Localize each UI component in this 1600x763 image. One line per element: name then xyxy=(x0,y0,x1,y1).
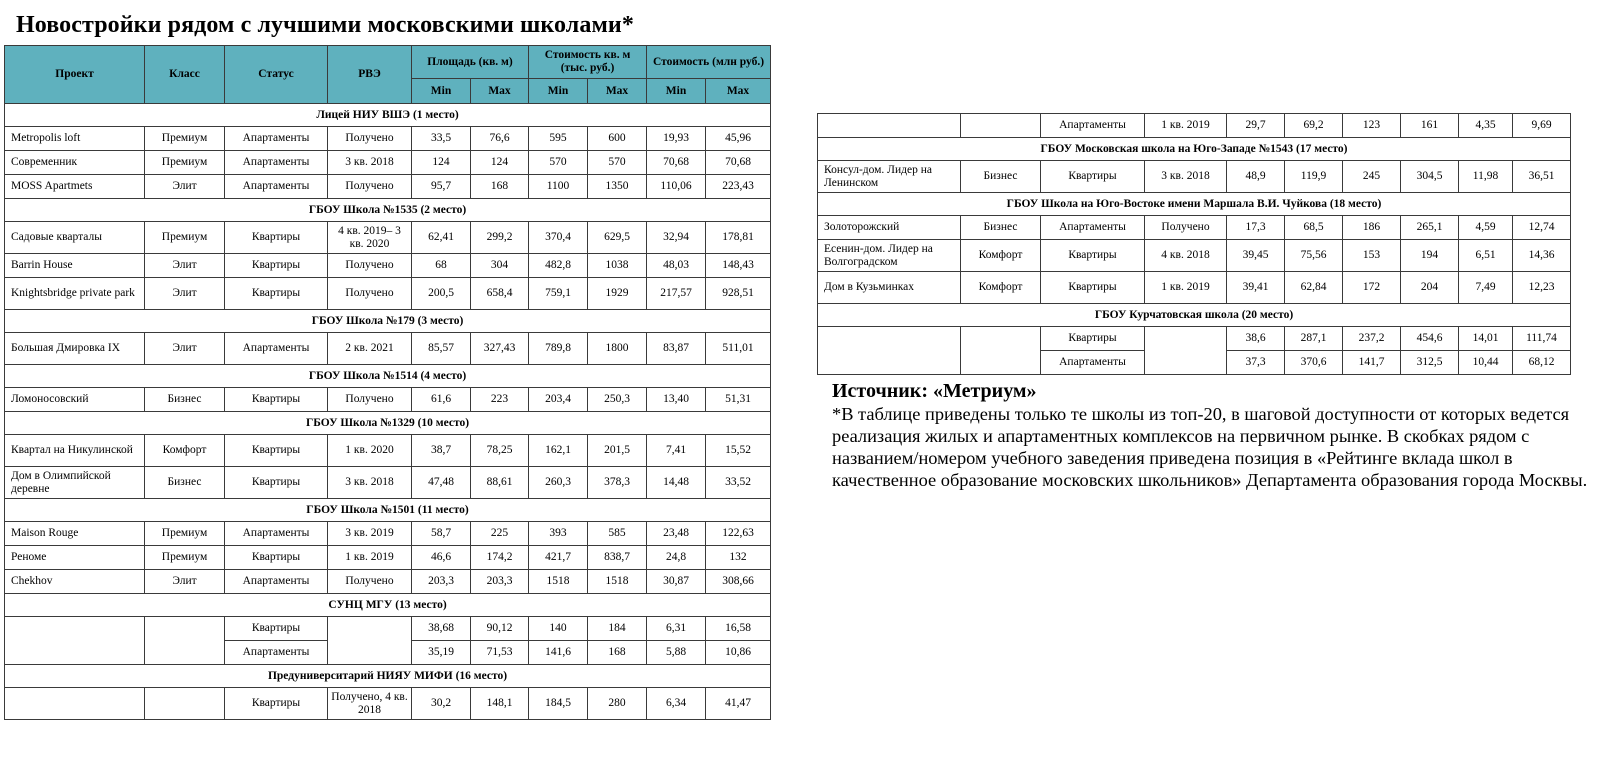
cell-area-max: 299,2 xyxy=(471,222,529,254)
cell-price-min: 19,93 xyxy=(647,127,706,151)
cell-area-min: 17,3 xyxy=(1227,216,1285,240)
cell-class: Комфорт xyxy=(145,435,225,467)
cell-class: Элит xyxy=(145,254,225,278)
cell-rve: Получено xyxy=(328,254,412,278)
cell-rve: 3 кв. 2018 xyxy=(1145,161,1227,193)
header-area: Площадь (кв. м) xyxy=(412,46,529,79)
section-title: ГБОУ Школа №179 (3 место) xyxy=(5,310,771,333)
section-row xyxy=(5,499,771,522)
cell-area-max: 174,2 xyxy=(471,546,529,570)
cell-rve xyxy=(1145,327,1227,375)
cell-rve: Получено xyxy=(328,570,412,594)
cell-rve: Получено xyxy=(328,175,412,199)
cell-class: Комфорт xyxy=(961,240,1041,272)
cell-area-min: 29,7 xyxy=(1227,114,1285,138)
cell-price-sqm-max: 201,5 xyxy=(588,435,647,467)
cell-rve: Получено xyxy=(328,388,412,412)
cell-price-min: 4,35 xyxy=(1459,114,1513,138)
cell-price-sqm-min: 245 xyxy=(1343,161,1401,193)
cell-area-min: 35,19 xyxy=(412,641,471,665)
cell-area-min: 38,7 xyxy=(412,435,471,467)
table-row xyxy=(818,240,1571,272)
cell-area-max: 658,4 xyxy=(471,278,529,310)
cell-area-min: 30,2 xyxy=(412,688,471,720)
cell-class: Бизнес xyxy=(145,467,225,499)
cell-price-sqm-max: 1350 xyxy=(588,175,647,199)
section-row xyxy=(5,412,771,435)
section-title: ГБОУ Школа №1501 (11 место) xyxy=(5,499,771,522)
cell-price-max: 9,69 xyxy=(1513,114,1571,138)
cell-area-max: 327,43 xyxy=(471,333,529,365)
cell-area-max: 69,2 xyxy=(1285,114,1343,138)
cell-price-sqm-max: 168 xyxy=(588,641,647,665)
cell-price-sqm-min: 141,7 xyxy=(1343,351,1401,375)
cell-price-max: 111,74 xyxy=(1513,327,1571,351)
cell-status: Апартаменты xyxy=(225,570,328,594)
cell-area-min: 203,3 xyxy=(412,570,471,594)
cell-area-min: 47,48 xyxy=(412,467,471,499)
cell-area-max: 62,84 xyxy=(1285,272,1343,304)
cell-price-sqm-max: 600 xyxy=(588,127,647,151)
page-title: Новостройки рядом с лучшими московскими школами* xyxy=(16,12,634,38)
table-row xyxy=(5,333,771,365)
cell-price-max: 12,23 xyxy=(1513,272,1571,304)
section-title: ГБОУ Школа №1514 (4 место) xyxy=(5,365,771,388)
cell-rve: 3 кв. 2018 xyxy=(328,467,412,499)
cell-area-max: 168 xyxy=(471,175,529,199)
cell-area-min: 33,5 xyxy=(412,127,471,151)
cell-area-min: 95,7 xyxy=(412,175,471,199)
cell-status: Квартиры xyxy=(1041,240,1145,272)
cell-price-min: 13,40 xyxy=(647,388,706,412)
cell-rve: 3 кв. 2018 xyxy=(328,151,412,175)
cell-area-min: 85,57 xyxy=(412,333,471,365)
cell-price-sqm-max: 1929 xyxy=(588,278,647,310)
cell-status: Апартаменты xyxy=(225,175,328,199)
cell-area-max: 68,5 xyxy=(1285,216,1343,240)
cell-status: Квартиры xyxy=(225,546,328,570)
cell-price-sqm-min: 186 xyxy=(1343,216,1401,240)
table-row xyxy=(5,546,771,570)
cell-price-min: 10,44 xyxy=(1459,351,1513,375)
section-row xyxy=(818,304,1571,327)
cell-price-max: 36,51 xyxy=(1513,161,1571,193)
cell-price-max: 15,52 xyxy=(706,435,771,467)
cell-price-sqm-min: 1518 xyxy=(529,570,588,594)
cell-rve: 3 кв. 2019 xyxy=(328,522,412,546)
section-row xyxy=(5,104,771,127)
cell-price-sqm-max: 838,7 xyxy=(588,546,647,570)
cell-price-sqm-min: 393 xyxy=(529,522,588,546)
cell-project: Barrin House xyxy=(5,254,145,278)
cell-area-max: 203,3 xyxy=(471,570,529,594)
cell-rve: Получено xyxy=(328,278,412,310)
cell-price-min: 14,01 xyxy=(1459,327,1513,351)
cell-price-min: 30,87 xyxy=(647,570,706,594)
cell-price-sqm-min: 482,8 xyxy=(529,254,588,278)
cell-price-min: 11,98 xyxy=(1459,161,1513,193)
cell-area-min: 48,9 xyxy=(1227,161,1285,193)
cell-area-min: 39,45 xyxy=(1227,240,1285,272)
cell-status: Апартаменты xyxy=(1041,351,1145,375)
cell-area-max: 75,56 xyxy=(1285,240,1343,272)
cell-price-max: 122,63 xyxy=(706,522,771,546)
cell-price-sqm-min: 237,2 xyxy=(1343,327,1401,351)
cell-price-sqm-max: 161 xyxy=(1401,114,1459,138)
cell-class: Бизнес xyxy=(961,216,1041,240)
cell-area-max: 148,1 xyxy=(471,688,529,720)
cell-status: Апартаменты xyxy=(225,522,328,546)
section-title: ГБОУ Курчатовская школа (20 место) xyxy=(818,304,1571,327)
cell-price-max: 45,96 xyxy=(706,127,771,151)
cell-area-max: 370,6 xyxy=(1285,351,1343,375)
cell-price-sqm-min: 595 xyxy=(529,127,588,151)
section-title: СУНЦ МГУ (13 место) xyxy=(5,594,771,617)
cell-price-max: 178,81 xyxy=(706,222,771,254)
table-row xyxy=(5,617,771,641)
cell-status: Апартаменты xyxy=(1041,114,1145,138)
cell-status: Квартиры xyxy=(225,467,328,499)
schools-table-right xyxy=(817,113,1571,375)
cell-price-sqm-min: 421,7 xyxy=(529,546,588,570)
cell-project: Золоторожский xyxy=(818,216,961,240)
cell-project: Chekhov xyxy=(5,570,145,594)
cell-area-max: 71,53 xyxy=(471,641,529,665)
cell-rve: Получено xyxy=(1145,216,1227,240)
cell-price-min: 5,88 xyxy=(647,641,706,665)
cell-price-sqm-min: 162,1 xyxy=(529,435,588,467)
cell-price-sqm-max: 1038 xyxy=(588,254,647,278)
cell-project: Ломоносовский xyxy=(5,388,145,412)
cell-price-max: 41,47 xyxy=(706,688,771,720)
cell-status: Квартиры xyxy=(225,617,328,641)
cell-price-sqm-min: 172 xyxy=(1343,272,1401,304)
cell-price-sqm-max: 204 xyxy=(1401,272,1459,304)
cell-rve: 1 кв. 2020 xyxy=(328,435,412,467)
cell-price-min: 6,31 xyxy=(647,617,706,641)
cell-area-min: 38,6 xyxy=(1227,327,1285,351)
cell-class: Премиум xyxy=(145,127,225,151)
cell-class: Элит xyxy=(145,278,225,310)
header-max: Max xyxy=(588,79,647,104)
cell-price-min: 23,48 xyxy=(647,522,706,546)
cell-area-min: 58,7 xyxy=(412,522,471,546)
cell-project xyxy=(5,617,145,665)
cell-status: Квартиры xyxy=(225,222,328,254)
cell-price-sqm-max: 1518 xyxy=(588,570,647,594)
cell-price-sqm-max: 629,5 xyxy=(588,222,647,254)
cell-project: Дом в Кузьминках xyxy=(818,272,961,304)
cell-price-min: 48,03 xyxy=(647,254,706,278)
cell-rve: 1 кв. 2019 xyxy=(328,546,412,570)
cell-price-sqm-min: 570 xyxy=(529,151,588,175)
cell-price-max: 148,43 xyxy=(706,254,771,278)
cell-rve: Получено xyxy=(328,127,412,151)
cell-price-sqm-max: 250,3 xyxy=(588,388,647,412)
header-max: Max xyxy=(706,79,771,104)
cell-price-sqm-max: 184 xyxy=(588,617,647,641)
cell-price-min: 70,68 xyxy=(647,151,706,175)
cell-price-min: 6,51 xyxy=(1459,240,1513,272)
cell-status: Квартиры xyxy=(1041,272,1145,304)
cell-project: Реноме xyxy=(5,546,145,570)
section-row xyxy=(5,594,771,617)
cell-status: Квартиры xyxy=(225,254,328,278)
cell-class: Элит xyxy=(145,570,225,594)
cell-area-min: 46,6 xyxy=(412,546,471,570)
cell-area-min: 124 xyxy=(412,151,471,175)
cell-area-max: 90,12 xyxy=(471,617,529,641)
cell-area-max: 223 xyxy=(471,388,529,412)
cell-price-min: 110,06 xyxy=(647,175,706,199)
table-row xyxy=(5,127,771,151)
cell-price-min: 32,94 xyxy=(647,222,706,254)
header-rve: РВЭ xyxy=(328,46,412,104)
cell-project: Современник xyxy=(5,151,145,175)
cell-status: Апартаменты xyxy=(225,333,328,365)
section-row xyxy=(818,138,1571,161)
cell-price-max: 511,01 xyxy=(706,333,771,365)
cell-area-min: 62,41 xyxy=(412,222,471,254)
cell-price-max: 51,31 xyxy=(706,388,771,412)
header-min: Min xyxy=(647,79,706,104)
cell-status: Квартиры xyxy=(225,278,328,310)
cell-price-sqm-min: 260,3 xyxy=(529,467,588,499)
cell-area-min: 38,68 xyxy=(412,617,471,641)
cell-price-max: 16,58 xyxy=(706,617,771,641)
cell-area-max: 88,61 xyxy=(471,467,529,499)
cell-rve: 1 кв. 2019 xyxy=(1145,272,1227,304)
cell-price-min: 7,41 xyxy=(647,435,706,467)
cell-price-max: 10,86 xyxy=(706,641,771,665)
cell-project: Садовые кварталы xyxy=(5,222,145,254)
cell-status: Апартаменты xyxy=(1041,216,1145,240)
cell-class xyxy=(961,327,1041,375)
cell-class: Премиум xyxy=(145,546,225,570)
cell-class: Премиум xyxy=(145,522,225,546)
cell-area-max: 287,1 xyxy=(1285,327,1343,351)
cell-price-sqm-min: 123 xyxy=(1343,114,1401,138)
cell-price-max: 223,43 xyxy=(706,175,771,199)
cell-project xyxy=(818,327,961,375)
cell-rve: 1 кв. 2019 xyxy=(1145,114,1227,138)
cell-price-sqm-min: 203,4 xyxy=(529,388,588,412)
cell-area-max: 76,6 xyxy=(471,127,529,151)
cell-price-min: 217,57 xyxy=(647,278,706,310)
table-row xyxy=(5,570,771,594)
table-row xyxy=(5,175,771,199)
cell-area-min: 68 xyxy=(412,254,471,278)
cell-price-min: 83,87 xyxy=(647,333,706,365)
table-row xyxy=(818,216,1571,240)
cell-price-sqm-min: 759,1 xyxy=(529,278,588,310)
cell-class: Бизнес xyxy=(961,161,1041,193)
cell-project: Дом в Олимпийской деревне xyxy=(5,467,145,499)
cell-class xyxy=(961,114,1041,138)
cell-rve xyxy=(328,617,412,665)
cell-project: Есенин-дом. Лидер на Волгоградском xyxy=(818,240,961,272)
cell-class: Элит xyxy=(145,175,225,199)
cell-price-sqm-min: 141,6 xyxy=(529,641,588,665)
header-max: Max xyxy=(471,79,529,104)
cell-status: Квартиры xyxy=(225,688,328,720)
cell-price-sqm-max: 570 xyxy=(588,151,647,175)
cell-price-max: 68,12 xyxy=(1513,351,1571,375)
table-row xyxy=(5,151,771,175)
footnote: *В таблице приведены только те школы из топ-20, в шаговой доступности от которых ведется реализация жилых и апартаментных комплексов на первичном рынке. В скобках рядом с названием/номером учебного заведения приведена позиция в «Рейтинге вклада школ в качественное образование московских школьников» Департамента образования города Москвы. xyxy=(832,404,1588,490)
cell-status: Апартаменты xyxy=(225,127,328,151)
cell-price-max: 14,36 xyxy=(1513,240,1571,272)
section-row xyxy=(5,199,771,222)
section-title: ГБОУ Школа на Юго-Востоке имени Маршала В.И. Чуйкова (18 место) xyxy=(818,193,1571,216)
cell-rve: Получено, 4 кв. 2018 xyxy=(328,688,412,720)
cell-project xyxy=(818,114,961,138)
cell-price-sqm-max: 454,6 xyxy=(1401,327,1459,351)
cell-status: Квартиры xyxy=(1041,327,1145,351)
table-row xyxy=(818,327,1571,351)
cell-price-sqm-max: 265,1 xyxy=(1401,216,1459,240)
cell-rve: 2 кв. 2021 xyxy=(328,333,412,365)
cell-price-sqm-min: 153 xyxy=(1343,240,1401,272)
cell-area-min: 39,41 xyxy=(1227,272,1285,304)
cell-price-sqm-max: 194 xyxy=(1401,240,1459,272)
cell-price-min: 14,48 xyxy=(647,467,706,499)
table-row xyxy=(5,254,771,278)
cell-project: Консул-дом. Лидер на Ленинском xyxy=(818,161,961,193)
cell-price-sqm-min: 184,5 xyxy=(529,688,588,720)
cell-project xyxy=(5,688,145,720)
cell-price-sqm-min: 1100 xyxy=(529,175,588,199)
cell-project: Metropolis loft xyxy=(5,127,145,151)
header-price-total: Стоимость (млн руб.) xyxy=(647,46,771,79)
cell-class xyxy=(145,688,225,720)
cell-class: Бизнес xyxy=(145,388,225,412)
cell-price-max: 132 xyxy=(706,546,771,570)
table-row xyxy=(818,114,1571,138)
table-row xyxy=(5,222,771,254)
cell-area-max: 225 xyxy=(471,522,529,546)
header-min: Min xyxy=(529,79,588,104)
cell-price-max: 928,51 xyxy=(706,278,771,310)
table-row xyxy=(5,388,771,412)
cell-price-min: 24,8 xyxy=(647,546,706,570)
cell-price-sqm-max: 312,5 xyxy=(1401,351,1459,375)
table-row xyxy=(5,435,771,467)
header-class: Класс xyxy=(145,46,225,104)
cell-price-max: 33,52 xyxy=(706,467,771,499)
cell-class: Комфорт xyxy=(961,272,1041,304)
table-row xyxy=(818,161,1571,193)
schools-table-left xyxy=(4,45,771,720)
cell-price-sqm-min: 789,8 xyxy=(529,333,588,365)
cell-price-max: 308,66 xyxy=(706,570,771,594)
cell-area-max: 304 xyxy=(471,254,529,278)
cell-status: Квартиры xyxy=(225,435,328,467)
section-title: ГБОУ Школа №1329 (10 место) xyxy=(5,412,771,435)
cell-project: Maison Rouge xyxy=(5,522,145,546)
header-price-sqm: Стоимость кв. м (тыс. руб.) xyxy=(529,46,647,79)
cell-area-max: 78,25 xyxy=(471,435,529,467)
cell-rve: 4 кв. 2019– 3 кв. 2020 xyxy=(328,222,412,254)
table-row xyxy=(5,688,771,720)
cell-price-min: 7,49 xyxy=(1459,272,1513,304)
table-row xyxy=(5,522,771,546)
cell-class xyxy=(145,617,225,665)
section-title: Предуниверситарий НИЯУ МИФИ (16 место) xyxy=(5,665,771,688)
header-project: Проект xyxy=(5,46,145,104)
cell-price-min: 6,34 xyxy=(647,688,706,720)
cell-price-max: 70,68 xyxy=(706,151,771,175)
cell-rve: 4 кв. 2018 xyxy=(1145,240,1227,272)
cell-status: Квартиры xyxy=(225,388,328,412)
section-row xyxy=(5,365,771,388)
cell-status: Квартиры xyxy=(1041,161,1145,193)
cell-class: Элит xyxy=(145,333,225,365)
header-status: Статус xyxy=(225,46,328,104)
section-title: ГБОУ Школа №1535 (2 место) xyxy=(5,199,771,222)
cell-area-min: 61,6 xyxy=(412,388,471,412)
cell-price-sqm-max: 378,3 xyxy=(588,467,647,499)
cell-price-sqm-max: 585 xyxy=(588,522,647,546)
table-row xyxy=(5,467,771,499)
table-row xyxy=(818,272,1571,304)
cell-class: Премиум xyxy=(145,222,225,254)
cell-price-sqm-max: 1800 xyxy=(588,333,647,365)
cell-class: Премиум xyxy=(145,151,225,175)
source-label: Источник: «Метриум» xyxy=(832,380,1037,402)
cell-price-min: 4,59 xyxy=(1459,216,1513,240)
cell-area-min: 37,3 xyxy=(1227,351,1285,375)
cell-status: Апартаменты xyxy=(225,151,328,175)
section-row xyxy=(5,665,771,688)
cell-price-sqm-max: 304,5 xyxy=(1401,161,1459,193)
section-title: ГБОУ Московская школа на Юго-Западе №1543 (17 место) xyxy=(818,138,1571,161)
cell-project: Knightsbridge private park xyxy=(5,278,145,310)
cell-price-max: 12,74 xyxy=(1513,216,1571,240)
header-min: Min xyxy=(412,79,471,104)
cell-price-sqm-min: 370,4 xyxy=(529,222,588,254)
cell-project: MOSS Apartmets xyxy=(5,175,145,199)
cell-price-sqm-max: 280 xyxy=(588,688,647,720)
cell-project: Большая Дмировка IX xyxy=(5,333,145,365)
cell-status: Апартаменты xyxy=(225,641,328,665)
section-row xyxy=(5,310,771,333)
cell-project: Квартал на Никулинской xyxy=(5,435,145,467)
table-row xyxy=(5,278,771,310)
cell-price-sqm-min: 140 xyxy=(529,617,588,641)
section-title: Лицей НИУ ВШЭ (1 место) xyxy=(5,104,771,127)
cell-area-max: 124 xyxy=(471,151,529,175)
section-row xyxy=(818,193,1571,216)
cell-area-min: 200,5 xyxy=(412,278,471,310)
cell-area-max: 119,9 xyxy=(1285,161,1343,193)
